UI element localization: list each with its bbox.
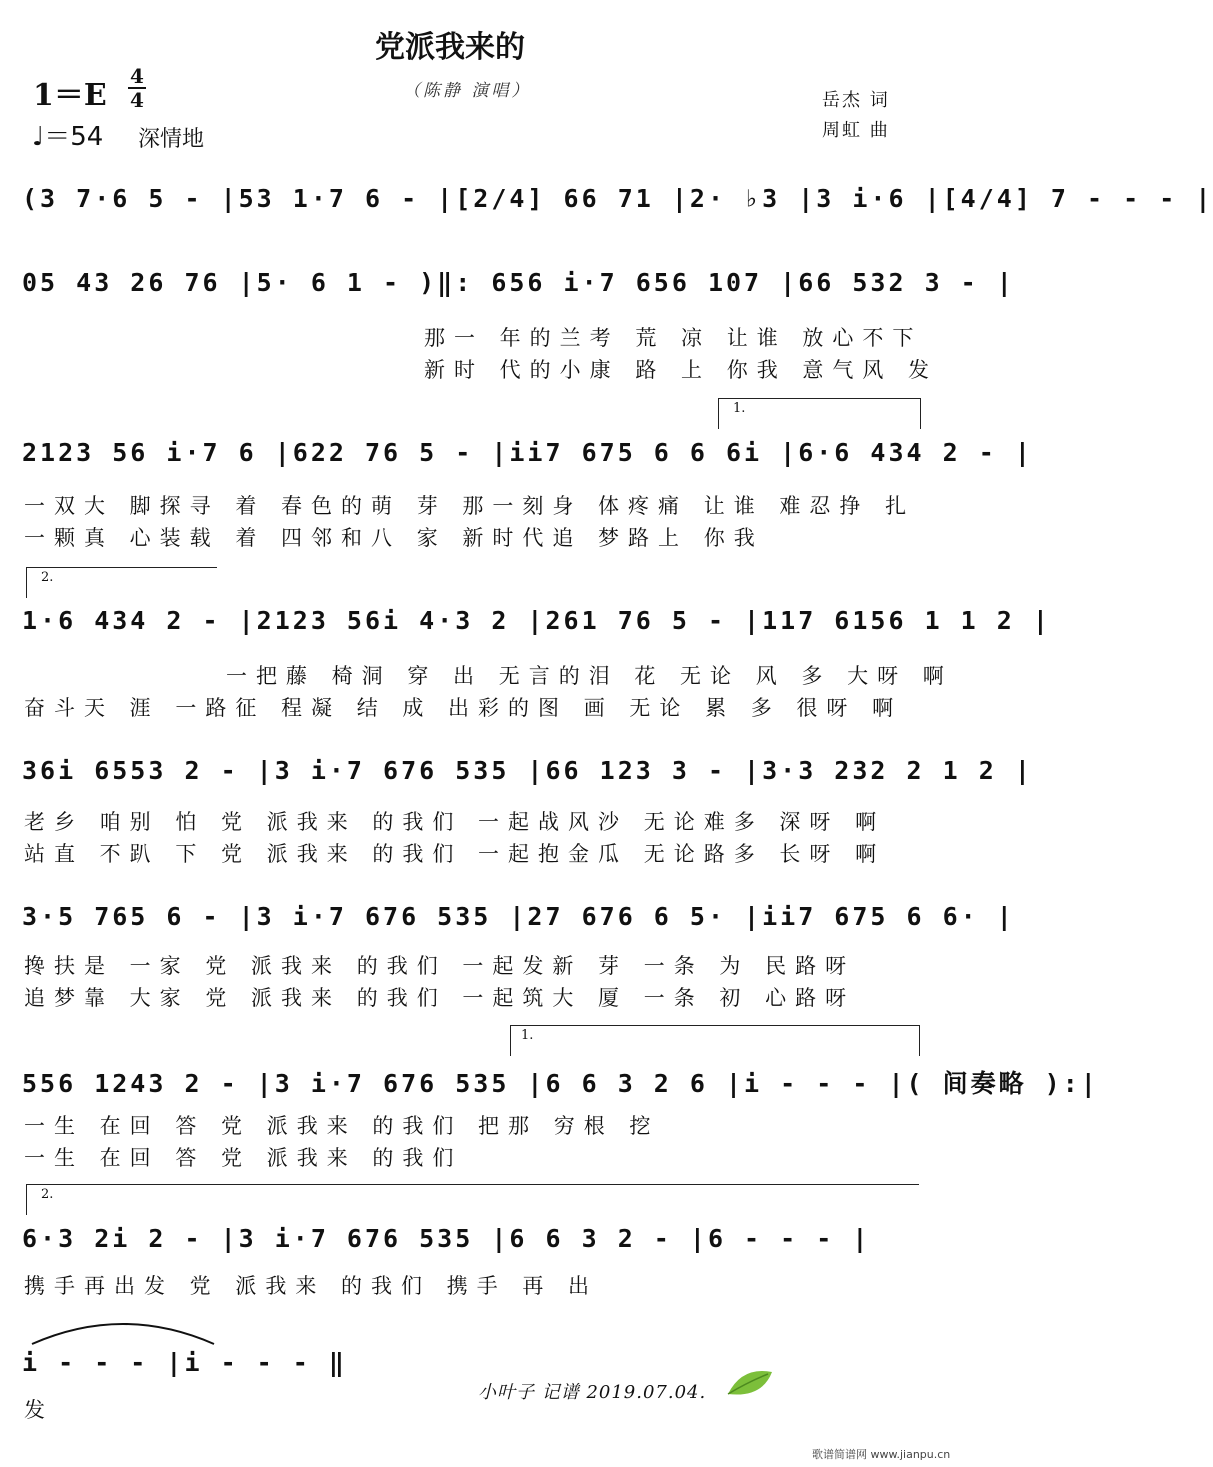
composer-credit: 周虹 曲 — [822, 120, 890, 141]
lyric-row-3-verse-2: 一颗真 心装载 着 四邻和八 家 新时代追 梦路上 你我 — [24, 526, 764, 550]
notation-row-8: 6·3 2i 2 - |3 i·7 676 535 |6 6 3 2 - |6 - - - | — [22, 1224, 871, 1253]
notation-row-1: (3 7·6 5 - |53 1·7 6 - |[2/4] 66 71 |2· ♭3 |3 i·6 |[4/4] 7 - - - | — [22, 184, 1213, 213]
transcriber-signature: 小叶子 记谱 2019.07.04. — [478, 1382, 707, 1403]
second-ending-bracket — [26, 567, 217, 598]
lyric-row-8-verse-1: 携手再出发 党 派我来 的我们 携手 再 出 — [24, 1274, 599, 1298]
lyric-row-7-verse-2: 一生 在回 答 党 派我来 的我们 — [24, 1146, 463, 1170]
first-ending-label: 1. — [733, 401, 746, 416]
second-ending-label-2: 2. — [41, 1187, 54, 1202]
key-signature: 1＝E — [33, 78, 107, 113]
lyric-row-6-verse-2: 追梦靠 大家 党 派我来 的我们 一起筑大 厦 一条 初 心路呀 — [24, 986, 856, 1010]
tie-arc — [28, 1310, 218, 1350]
notation-row-4: 1·6 434 2 - |2123 56i 4·3 2 |261 76 5 - |117 6156 1 1 2 | — [22, 606, 1051, 635]
lyric-row-4-verse-2: 奋斗天 涯 一路征 程凝 结 成 出彩的图 画 无论 累 多 很呀 啊 — [24, 696, 903, 720]
performer-subtitle: （陈静 演唱） — [403, 81, 532, 101]
lyric-row-3-verse-1: 一双大 脚探寻 着 春色的萌 芽 那一刻身 体疼痛 让谁 难忍挣 扎 — [24, 494, 916, 518]
notation-row-7: 556 1243 2 - |3 i·7 676 535 |6 6 3 2 6 |i - - - |( 间奏略 ):| — [22, 1069, 1099, 1098]
lyric-row-4-verse-1: 一把藤 椅洞 穿 出 无言的泪 花 无论 风 多 大呀 啊 — [226, 664, 953, 688]
notation-row-2: 05 43 26 76 |5· 6 1 - )‖: 656 i·7 656 107 |66 532 3 - | — [22, 268, 1015, 297]
notation-row-5: 36i 6553 2 - |3 i·7 676 535 |66 123 3 - |3·3 232 2 1 2 | — [22, 756, 1033, 785]
lyric-row-6-verse-1: 搀扶是 一家 党 派我来 的我们 一起发新 芽 一条 为 民路呀 — [24, 954, 856, 978]
lyric-row-2-verse-2: 新时 代的小康 路 上 你我 意气风 发 — [424, 358, 939, 382]
expression-marking: 深情地 — [138, 127, 205, 152]
song-title: 党派我来的 — [375, 30, 525, 65]
time-signature-top: 4 — [130, 64, 144, 88]
notation-row-6: 3·5 765 6 - |3 i·7 676 535 |27 676 6 5· |ii7 675 6 6· | — [22, 902, 1015, 931]
tempo-value: ＝54 — [44, 122, 104, 152]
time-signature-bottom: 4 — [130, 88, 144, 112]
notation-row-3: 2123 56 i·7 6 |622 76 5 - |ii7 675 6 6 6i |6·6 434 2 - | — [22, 438, 1033, 467]
second-ending-label: 2. — [41, 570, 54, 585]
lyric-row-5-verse-1: 老乡 咱别 怕 党 派我来 的我们 一起战风沙 无论难多 深呀 啊 — [24, 810, 886, 834]
leaf-icon — [722, 1364, 778, 1404]
tempo-marking — [32, 116, 103, 153]
quarter-note-icon: ♩ — [32, 122, 45, 152]
second-ending-bracket-2 — [26, 1184, 919, 1215]
lyric-row-9-verse-1: 发 — [24, 1398, 54, 1422]
notation-row-9: i - - - |i - - - ‖ — [22, 1348, 347, 1377]
lyric-row-2-verse-1: 那一 年的兰考 荒 凉 让谁 放心不下 — [424, 326, 923, 350]
lyric-row-7-verse-1: 一生 在回 答 党 派我来 的我们 把那 穷根 挖 — [24, 1114, 660, 1138]
site-watermark: 歌谱简谱网 www.jianpu.cn — [812, 1448, 951, 1461]
first-ending-bracket — [718, 398, 921, 429]
lyricist-credit: 岳杰 词 — [822, 90, 890, 111]
time-signature — [126, 66, 148, 110]
first-ending-label-2: 1. — [521, 1028, 534, 1043]
first-ending-bracket-2 — [510, 1025, 920, 1056]
lyric-row-5-verse-2: 站直 不趴 下 党 派我来 的我们 一起抱金瓜 无论路多 长呀 啊 — [24, 842, 886, 866]
